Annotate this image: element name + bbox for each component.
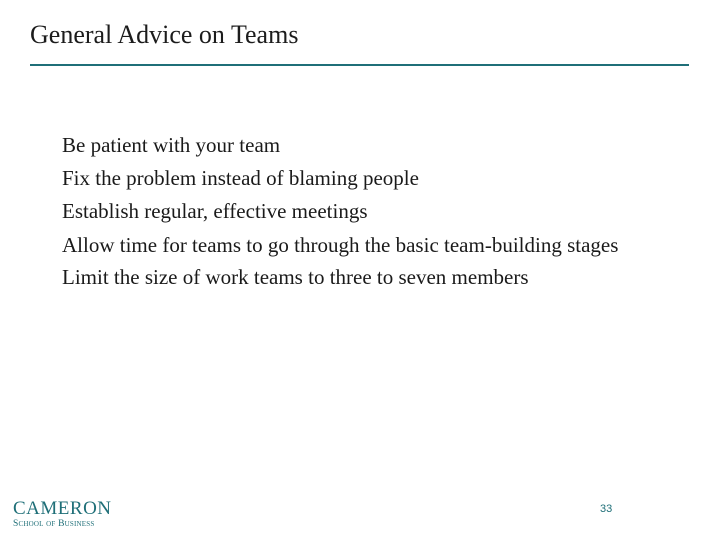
logo-wordmark: CAMERON: [13, 498, 112, 519]
bullet-item: Be patient with your team: [62, 133, 281, 157]
logo-subtitle: School of Business: [13, 519, 95, 529]
page-number: 33: [600, 503, 613, 515]
bullet-item: Allow time for teams to go through the basic team-building stages: [62, 232, 619, 257]
bullet-item: Limit the size of work teams to three to seven members: [62, 265, 529, 289]
title-divider: [30, 64, 689, 66]
bullet-item: Establish regular, effective meetings: [62, 199, 368, 223]
cameron-logo: [13, 500, 123, 530]
bullet-list: [62, 129, 662, 294]
slide-title: General Advice on Teams: [30, 20, 299, 49]
bullet-item: Fix the problem instead of blaming people: [62, 166, 419, 190]
